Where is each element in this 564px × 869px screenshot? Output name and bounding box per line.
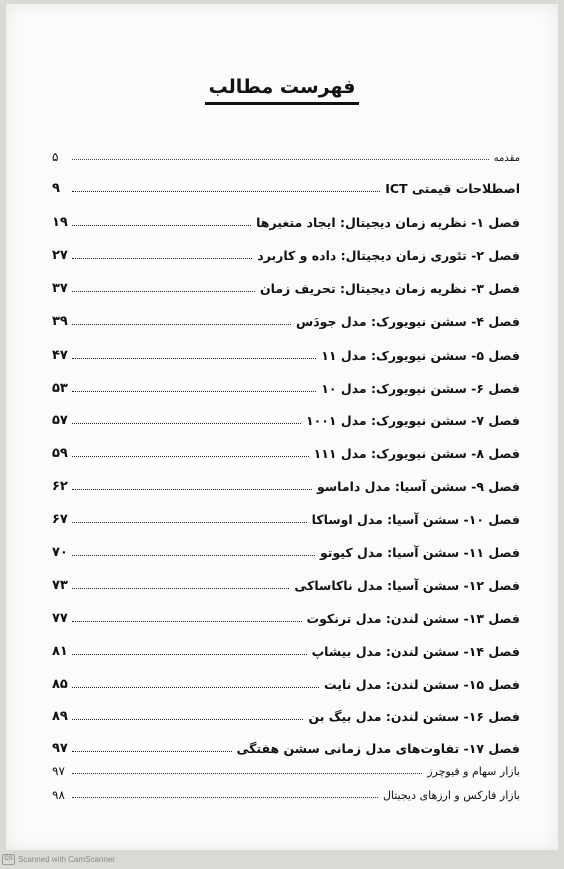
dot-leader — [72, 391, 316, 392]
dot-leader — [72, 654, 307, 655]
dot-leader — [72, 225, 251, 226]
toc-entry-page: ۹ — [52, 181, 60, 196]
toc-entry — [52, 208, 520, 230]
toc-entry — [52, 604, 520, 626]
toc-entry-page: ۵۷ — [52, 413, 68, 428]
toc-entry-page: ۷۷ — [52, 611, 68, 626]
dot-leader — [72, 687, 319, 688]
toc-entry-page: ۸۱ — [52, 644, 68, 659]
toc-entry-page: ۶۲ — [52, 479, 68, 494]
toc-entry — [52, 734, 520, 756]
toc-entry-page: ۴۷ — [52, 348, 68, 363]
toc-entry-label: فصل ۱۷- تفاوت‌های مدل زمانی سشن هفتگی — [236, 741, 520, 756]
toc-entry — [52, 241, 520, 263]
toc-entry-page: ۱۹ — [52, 215, 68, 230]
toc-entry-label: فصل ۲- تئوری زمان دیجیتال: داده و کاربرد — [257, 248, 520, 263]
dot-leader — [72, 423, 301, 424]
dot-leader — [72, 159, 489, 160]
toc-entry-page: ۷۳ — [52, 578, 68, 593]
toc-entry-label: اصطلاحات قیمتی ICT — [385, 181, 520, 196]
toc-entry — [52, 341, 520, 363]
toc-entry — [52, 307, 520, 329]
toc-entry — [52, 571, 520, 593]
toc-entry — [52, 472, 520, 494]
dot-leader — [72, 719, 303, 720]
toc-subentry-page: ۹۸ — [52, 788, 65, 802]
toc-entry — [52, 374, 520, 396]
camscanner-logo-icon: CS — [2, 854, 15, 865]
dot-leader — [72, 358, 316, 359]
dot-leader — [72, 489, 312, 490]
scanner-watermark — [2, 853, 115, 865]
toc-entry-page: ۲۷ — [52, 248, 68, 263]
toc-subentry-label: بازار فارکس و ارزهای دیجیتال — [382, 789, 520, 802]
toc-entry-label: فصل ۱۳- سشن لندن: مدل ترنکوت — [306, 611, 520, 626]
dot-leader — [72, 797, 378, 798]
toc-entry — [52, 637, 520, 659]
table-of-contents — [6, 4, 558, 850]
dot-leader — [72, 456, 309, 457]
dot-leader — [72, 258, 252, 259]
toc-entry — [52, 274, 520, 296]
toc-entry-page: ۸۹ — [52, 709, 68, 724]
toc-entry-label: فصل ۶- سشن نیویورک: مدل ۱۰ — [321, 381, 520, 396]
dot-leader — [72, 773, 422, 774]
book-page — [6, 4, 558, 850]
toc-entry — [52, 670, 520, 692]
dot-leader — [72, 522, 307, 523]
toc-entry-page: ۹۷ — [52, 741, 68, 756]
dot-leader — [72, 621, 302, 622]
toc-entry-label: مقدمه — [493, 153, 520, 164]
dot-leader — [72, 291, 255, 292]
toc-entry-label: فصل ۵- سشن نیویورک: مدل ۱۱ — [321, 348, 520, 363]
toc-entry — [52, 505, 520, 527]
toc-entry-label: فصل ۱۱- سشن آسیا: مدل کیوتو — [319, 545, 520, 560]
dot-leader — [72, 588, 289, 589]
dot-leader — [72, 324, 291, 325]
toc-entry — [52, 538, 520, 560]
toc-entry-label: فصل ۷- سشن نیویورک: مدل ۱۰۰۱ — [305, 413, 520, 428]
toc-entry-label: فصل ۱۶- سشن لندن: مدل بیگ بن — [308, 709, 520, 724]
toc-entry-page: ۳۷ — [52, 281, 68, 296]
toc-entry — [52, 702, 520, 724]
dot-leader — [72, 555, 315, 556]
dot-leader — [72, 191, 380, 192]
toc-entry-page: ۸۵ — [52, 677, 68, 692]
dot-leader — [72, 751, 232, 752]
watermark-text: Scanned with CamScanner — [18, 854, 115, 864]
toc-entry — [52, 142, 520, 164]
toc-entry-label: فصل ۱۰- سشن آسیا: مدل اوساکا — [311, 512, 520, 527]
toc-entry-label: فصل ۱۵- سشن لندن: مدل نایت — [324, 677, 520, 692]
toc-entry-page: ۷۰ — [52, 545, 68, 560]
toc-entry-page: ۵ — [52, 150, 59, 164]
toc-subentry — [52, 780, 520, 802]
toc-entry — [52, 174, 520, 196]
toc-entry-page: ۶۷ — [52, 512, 68, 527]
toc-entry-page: ۵۳ — [52, 381, 68, 396]
toc-entry-label: فصل ۹- سشن آسیا: مدل داماسو — [317, 479, 520, 494]
toc-entry — [52, 406, 520, 428]
page-title: فهرست مطالب — [205, 76, 360, 105]
toc-entry-label: فصل ۸- سشن نیویورک: مدل ۱۱۱ — [313, 446, 520, 461]
toc-subentry-label: بازار سهام و فیوچرز — [427, 765, 520, 778]
toc-entry-page: ۳۹ — [52, 314, 68, 329]
toc-entry-label: فصل ۱- نظریه زمان دیجیتال: ایجاد متغیرها — [256, 215, 520, 230]
toc-subentry-page: ۹۷ — [52, 764, 65, 778]
toc-entry-label: فصل ۴- سشن نیویورک: مدل جودَس — [296, 314, 520, 329]
toc-subentry — [52, 756, 520, 778]
toc-entry-label: فصل ۱۴- سشن لندن: مدل بیشاپ — [311, 644, 520, 659]
toc-entry-page: ۵۹ — [52, 446, 68, 461]
toc-entry — [52, 439, 520, 461]
toc-entry-label: فصل ۱۲- سشن آسیا: مدل ناکاساکی — [294, 578, 520, 593]
toc-entry-label: فصل ۳- نظریه زمان دیجیتال: تحریف زمان — [259, 281, 520, 296]
